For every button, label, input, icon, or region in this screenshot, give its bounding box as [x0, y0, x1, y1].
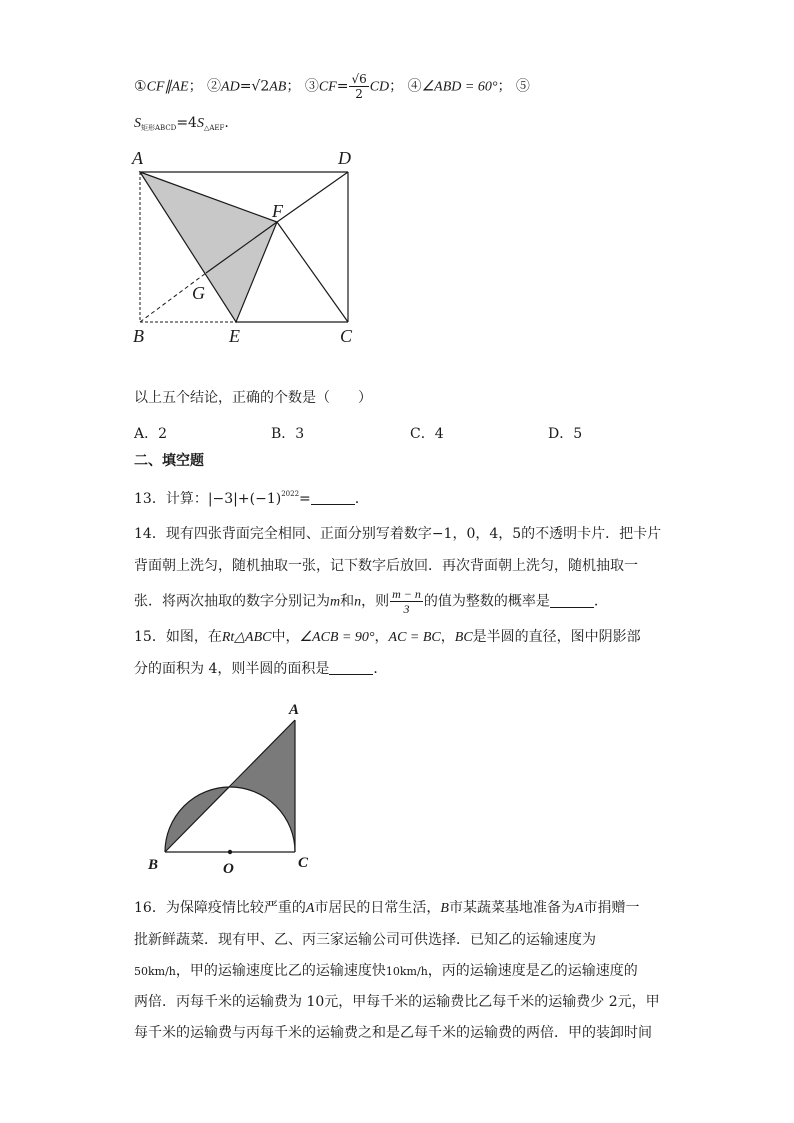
conclusion-3-eq: = — [336, 78, 349, 95]
area-sub2: △AEF — [203, 124, 225, 132]
q16-speed2: 10km/h — [385, 965, 428, 978]
q16-line5: 每千米的运输费与丙每千米的运输费之和是乙每千米的运输费的两倍．甲的装卸时间 — [134, 1025, 652, 1041]
q14-end: . — [593, 593, 599, 610]
q16-b1: B — [440, 901, 449, 916]
q12-conclusions-line — [134, 73, 530, 100]
q14-line1: 14．现有四张背面完全相同、正面分别写着数字−1，0，4，5的不透明卡片．把卡片 — [134, 526, 662, 542]
q16-line3 — [134, 964, 638, 978]
q16-line1-b: 市居民的日常生活， — [314, 900, 441, 916]
choice-a[interactable]: A．2 — [134, 426, 168, 442]
q13-eq: = — [299, 491, 311, 507]
conclusion-3-frac-den: 2 — [355, 87, 363, 101]
q14-answer-blank[interactable] — [550, 595, 594, 608]
q12-area-line — [134, 116, 229, 132]
conclusion-3-lhs: CF — [318, 79, 337, 95]
q14-var-n: n — [354, 594, 362, 610]
conclusion-2-num: ② — [207, 78, 222, 95]
conclusion-1-num: ① — [134, 78, 147, 95]
q12-rectangle-figure — [120, 140, 370, 355]
label-d: D — [338, 148, 351, 168]
shaded-region-right — [230, 720, 295, 852]
q16-a2: A — [574, 901, 584, 916]
q16-speed1: 50km/h — [134, 965, 176, 978]
q13-abs: |−3| — [207, 491, 238, 507]
q14-fraction — [390, 588, 423, 615]
section-heading: 二、填空题 — [134, 453, 204, 469]
label-f: F — [272, 201, 283, 221]
q15-rt: Rt△ABC — [221, 630, 272, 645]
conclusion-3-num: ③ — [304, 78, 319, 95]
q15-semicircle-figure — [140, 695, 320, 880]
label-c: C — [340, 326, 353, 346]
q14-line3 — [134, 588, 598, 615]
q13 — [134, 491, 359, 506]
area-coef: 4 — [188, 115, 197, 131]
conclusion-4-sep: ； — [497, 78, 512, 95]
q15-line1-c: 是半圆的直径，图中阴影部 — [472, 629, 641, 645]
shaded-triangle-aef — [140, 172, 277, 322]
choice-c[interactable]: C．4 — [410, 426, 444, 442]
q16-line3-d: ，丙的运输速度是乙的运输速度的 — [427, 963, 638, 979]
q14-frac-num: m − n — [392, 587, 421, 601]
choice-b[interactable]: B．3 — [271, 426, 305, 442]
q16-a1: A — [305, 901, 315, 916]
q13-answer-blank[interactable] — [311, 492, 355, 505]
area-sub1: 矩形ABCD — [141, 124, 177, 132]
area-s2: S — [196, 116, 204, 131]
label-c: C — [298, 855, 309, 871]
conclusion-3-sep: ； — [389, 78, 404, 95]
conclusion-4-expr: ∠ABD = 60° — [421, 79, 498, 95]
q14-line3-b: 和 — [340, 593, 355, 610]
q16-line4: 两倍．丙每千米的运输费为 10元，甲每千米的运输费比乙每千米的运输费少 2元，甲 — [134, 994, 660, 1010]
area-end: . — [224, 115, 229, 131]
q15-c2: ， — [440, 629, 455, 645]
conclusion-2-sep: ； — [286, 78, 301, 95]
conclusion-3-rhs: CD — [369, 79, 390, 95]
conclusion-5-num: ⑤ — [515, 78, 530, 95]
q13-prefix: 13．计算： — [134, 491, 208, 507]
q15-c1: ， — [374, 629, 389, 645]
q15-angle: ∠ACB = 90° — [299, 630, 375, 645]
conclusion-3-fraction — [349, 73, 368, 100]
conclusion-2-lhs: AD — [221, 79, 240, 95]
q16-line1-d: 市捐赠一 — [583, 900, 640, 916]
q13-base: (−1) — [249, 491, 282, 507]
q15-line1-b: 中， — [271, 629, 300, 645]
area-eq: = — [176, 115, 189, 131]
conclusion-2-rhs: AB — [269, 79, 287, 95]
label-e: E — [229, 326, 240, 346]
q14-var-m: m — [330, 594, 341, 610]
q14-line3-a: 张．将两次抽取的数字分别记为 — [134, 593, 330, 610]
label-g: G — [192, 283, 205, 303]
q14-line3-d: 的值为整数的概率是 — [423, 593, 550, 610]
segment-fd — [277, 172, 348, 222]
q15-line2-text: 分的面积为 4，则半圆的面积是 — [134, 661, 330, 677]
label-o: O — [223, 861, 234, 877]
q16-line1-c: 市某蔬菜基地准备为 — [448, 900, 575, 916]
q13-exp: 2022 — [281, 490, 300, 498]
center-point-o — [228, 850, 232, 854]
conclusion-2-coef: √2 — [251, 78, 270, 95]
area-s1: S — [134, 116, 141, 131]
q14-line2: 背面朝上洗匀，随机抽取一张，记下数字后放回．再次背面朝上洗匀，随机抽取一 — [134, 558, 638, 574]
q14-frac-den: 3 — [403, 602, 410, 616]
q15-line2 — [134, 662, 387, 676]
q15-answer-blank[interactable] — [329, 662, 373, 675]
segment-fc — [277, 222, 348, 322]
conclusion-2-eq: = — [239, 78, 252, 95]
label-b: B — [133, 326, 144, 346]
label-b: B — [148, 857, 159, 873]
q15-line1-a: 15．如图，在 — [134, 629, 222, 645]
q16-line2: 批新鲜蔬菜．现有甲、乙、丙三家运输公司可供选择．已知乙的运输速度为 — [134, 932, 596, 948]
q16-line3-b: ，甲的运输速度比乙的运输速度快 — [175, 963, 386, 979]
q15-line1 — [134, 630, 641, 645]
q13-end: . — [354, 491, 360, 507]
conclusion-4-num: ④ — [407, 78, 422, 95]
label-a: A — [289, 702, 300, 718]
q15-end: ． — [373, 661, 388, 677]
conclusion-1-sep: ； — [188, 78, 203, 95]
q16-line1-a: 16．为保障疫情比较严重的 — [134, 900, 306, 916]
label-a: A — [132, 148, 143, 168]
conclusion-1-expr: CF∥AE — [146, 79, 189, 95]
q16-line1 — [134, 901, 640, 916]
q15-eq1: AC = BC — [388, 630, 441, 645]
conclusion-3-frac-num: √6 — [351, 72, 367, 86]
q12-question: 以上五个结论，正确的个数是（ ） — [134, 390, 372, 406]
q13-plus: + — [237, 491, 250, 507]
choice-d[interactable]: D．5 — [548, 426, 583, 442]
q15-bc: BC — [454, 630, 473, 645]
q14-line3-c: ，则 — [361, 593, 390, 610]
